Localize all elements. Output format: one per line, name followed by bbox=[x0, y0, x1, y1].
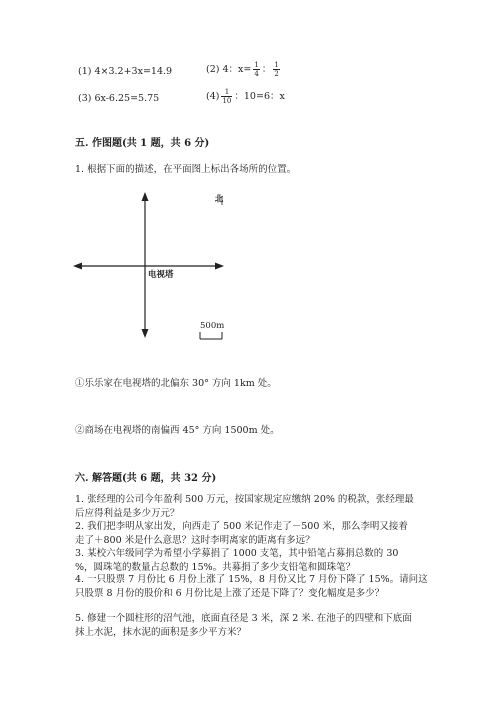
question-1-line-1: 1. 张经理的公司今年盈利 500 万元，按国家规定应缴纳 20% 的税款，张经理最 bbox=[75, 494, 414, 505]
equation-1: (1) 4×3.2+3x=14.9 bbox=[78, 66, 173, 77]
fraction-one-quarter: $\frac{1}{4}$ bbox=[254, 61, 259, 78]
equation-4-prefix: (4) bbox=[206, 91, 220, 102]
fraction-one-tenth: $\frac{1}{10}$ bbox=[222, 88, 232, 105]
question-1-line-2: 后应得利益是多少万元？ bbox=[75, 507, 180, 519]
question-3 bbox=[75, 547, 480, 574]
section-6-title: 六. 解答题(共 6 题，共 32 分) bbox=[75, 473, 217, 484]
question-4-line-1: 4. 一只股票 7 月份比 6 月份上涨了 15%，8 月份又比 7 月份下降了 15%。请问这 bbox=[75, 574, 428, 585]
map-item-2: ②商场在电视塔的南偏西 45° 方向 1500m 处。 bbox=[75, 425, 280, 436]
map-arrow-left bbox=[73, 263, 82, 270]
map-arrow-down bbox=[142, 329, 149, 338]
question-2-line-2: 走了＋800 米是什么意思？这时李明离家的距离有多远？ bbox=[75, 534, 315, 546]
question-5-line-1: 5. 修建一个圆柱形的沼气池，底面直径是 3 米，深 2 米. 在池子的四壁和下底面 bbox=[75, 613, 412, 624]
question-2-line-1: 2. 我们把李明从家出发，向西走了 500 米记作走了－500 米，那么李明又接着 bbox=[75, 521, 408, 532]
tv-tower-label: 电视塔 bbox=[148, 270, 174, 280]
section-5-question-1: 1. 根据下面的描述，在平面图上标出各场所的位置。 bbox=[75, 164, 297, 175]
map-item-1: ①乐乐家在电视塔的北偏东 30° 方向 1km 处。 bbox=[75, 378, 277, 389]
map-arrow-right bbox=[215, 263, 224, 270]
map-arrow-up bbox=[142, 192, 149, 201]
question-4 bbox=[75, 573, 480, 600]
equation-2-colon: ： bbox=[261, 64, 272, 75]
question-4-line-2: 只股票 8 月份的股价和 6 月份比是上涨了还是下降了？变化幅度是多少？ bbox=[75, 587, 385, 599]
question-5 bbox=[75, 612, 480, 639]
question-5-line-2: 抹上水泥，抹水泥的面积是多少平方米？ bbox=[75, 626, 247, 638]
equation-2-prefix: (2) 4：x= bbox=[206, 64, 252, 75]
question-3-line-1: 3. 某校六年级同学为希望小学募捐了 1000 支笔，其中铅笔占募捐总数的 30 bbox=[75, 548, 399, 559]
equation-4-suffix: ：10=6：x bbox=[234, 91, 285, 102]
scale-label: 500m bbox=[200, 321, 225, 331]
question-2 bbox=[75, 520, 480, 547]
equation-3: (3) 6x-6.25=5.75 bbox=[78, 93, 160, 104]
section-5-title: 五. 作图题(共 1 题，共 6 分) bbox=[75, 138, 210, 149]
question-1 bbox=[75, 493, 480, 520]
question-3-line-2: %，圆珠笔的数量占总数的 15%。共募捐了多少支铅笔和圆珠笔？ bbox=[75, 561, 356, 573]
north-label: 北 bbox=[213, 194, 223, 203]
fraction-one-half: $\frac{1}{2}$ bbox=[274, 61, 279, 78]
